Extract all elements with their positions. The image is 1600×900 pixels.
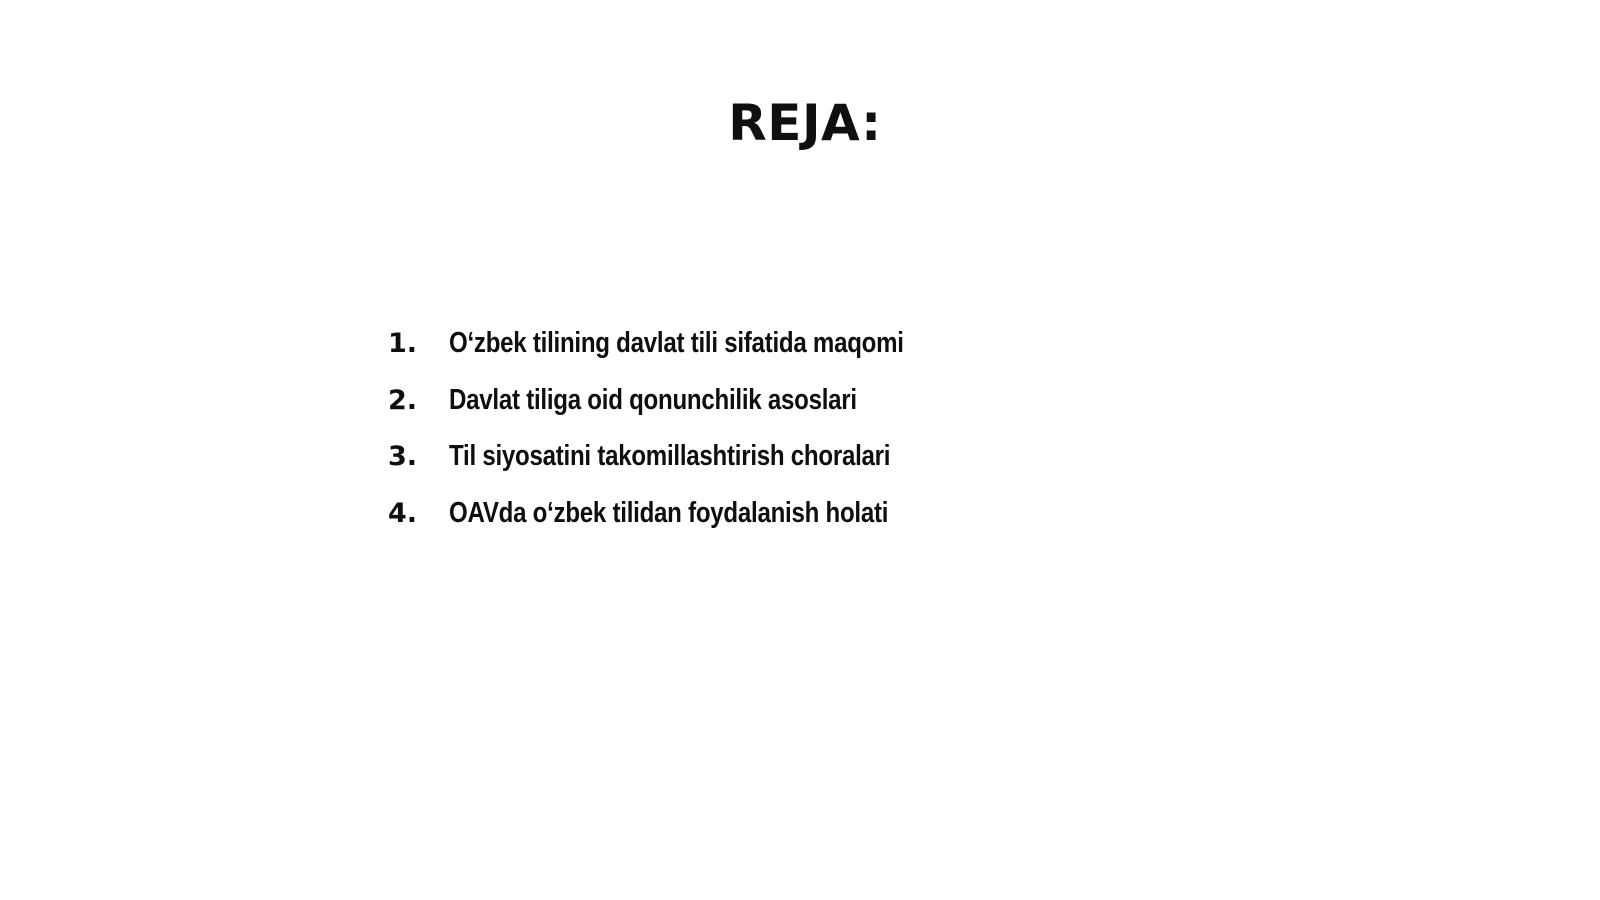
list-item-text: O‘zbek tilining davlat tili sifatida maqomi (449, 327, 904, 359)
list-item (388, 428, 997, 485)
list-item (388, 315, 997, 372)
slide-title: REJA: (728, 94, 882, 152)
list-item-number: 3. (388, 441, 418, 472)
list-item-number: 2. (388, 384, 418, 416)
list-item-number: 4. (388, 497, 418, 529)
list-item-text: Til siyosatini takomillashtirish choralari (449, 440, 891, 472)
list-item (388, 485, 997, 542)
list-item-text: OAVda o‘zbek tilidan foydalanish holati (449, 496, 889, 529)
list-item (388, 372, 997, 429)
plan-list (388, 315, 997, 541)
list-item-number: 1. (388, 328, 418, 359)
list-item-text: Davlat tiliga oid qonunchilik asoslari (449, 383, 857, 416)
